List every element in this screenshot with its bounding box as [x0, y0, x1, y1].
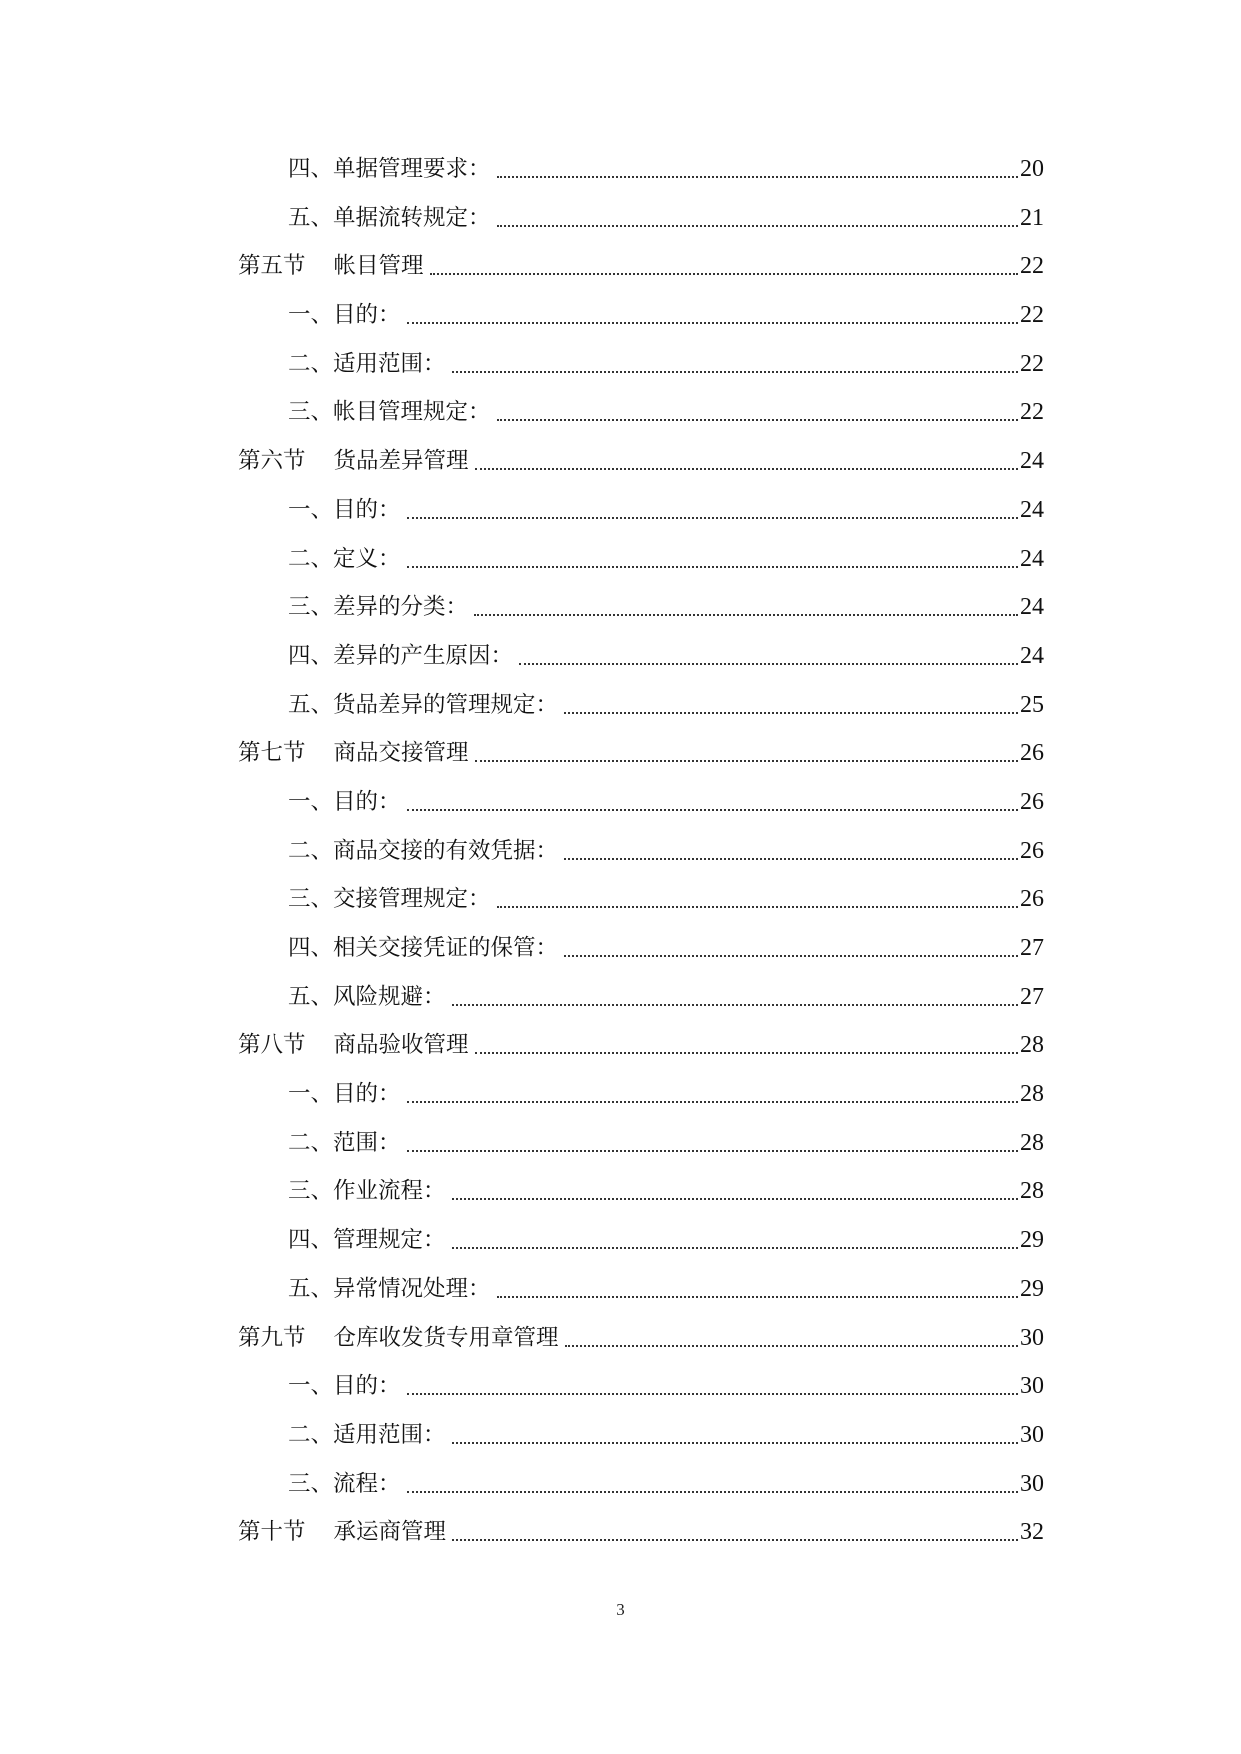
toc-entry-number: 第五节 [238, 253, 306, 280]
toc-dot-leader [475, 760, 1018, 762]
toc-dot-leader [452, 1539, 1018, 1541]
toc-entry-page-number: 24 [1020, 594, 1044, 621]
toc-dot-leader [452, 1442, 1018, 1444]
toc-dot-leader [497, 906, 1018, 908]
toc-entry-page-number: 25 [1020, 691, 1044, 718]
toc-entry-title: 流程： [333, 1470, 401, 1497]
toc-entry-number: 一、 [288, 1081, 334, 1108]
toc-subsection-entry[interactable] [0, 1126, 1241, 1175]
toc-entry-page-number: 24 [1020, 545, 1044, 572]
toc-entry-title: 差异的分类： [333, 594, 469, 621]
toc-entry-title: 目的： [333, 1373, 401, 1400]
toc-dot-leader [407, 517, 1018, 519]
toc-entry-page-number: 28 [1020, 1032, 1044, 1059]
toc-subsection-entry[interactable] [0, 980, 1241, 1029]
toc-entry-title: 商品验收管理 [333, 1032, 469, 1059]
toc-entry-title: 单据流转规定： [333, 204, 491, 231]
toc-entry-number: 三、 [288, 594, 334, 621]
page-number: 3 [616, 1600, 625, 1619]
toc-entry-title: 差异的产生原因： [333, 642, 514, 669]
toc-subsection-entry[interactable] [0, 834, 1241, 883]
toc-dot-leader [564, 712, 1018, 714]
toc-subsection-entry[interactable] [0, 882, 1241, 931]
toc-entry-number: 四、 [288, 156, 334, 182]
toc-entry-title: 承运商管理 [333, 1519, 447, 1546]
toc-dot-leader [407, 566, 1018, 568]
toc-entry-page-number: 22 [1020, 253, 1044, 280]
toc-entry-page-number: 29 [1020, 1227, 1044, 1254]
toc-entry-page-number: 26 [1020, 886, 1044, 913]
toc-entry-number: 四、 [288, 935, 334, 961]
toc-section-entry[interactable] [0, 736, 1241, 785]
toc-entry-page-number: 28 [1020, 1081, 1044, 1108]
toc-entry-page-number: 32 [1020, 1519, 1044, 1546]
toc-entry-page-number: 30 [1020, 1324, 1044, 1351]
toc-entry-number: 三、 [288, 399, 334, 426]
toc-entry-title: 适用范围： [333, 1421, 446, 1448]
toc-dot-leader [564, 955, 1018, 957]
toc-dot-leader [452, 1198, 1018, 1200]
toc-subsection-entry[interactable] [0, 298, 1241, 347]
toc-dot-leader [407, 1491, 1018, 1493]
toc-entry-page-number: 26 [1020, 740, 1044, 767]
toc-dot-leader [407, 322, 1018, 324]
toc-subsection-entry[interactable] [0, 931, 1241, 980]
toc-entry-number: 五、 [288, 1275, 334, 1302]
toc-entry-title: 帐目管理规定： [333, 399, 491, 426]
toc-subsection-entry[interactable] [0, 1174, 1241, 1223]
toc-entry-title: 货品差异管理 [333, 448, 469, 475]
toc-entry-number: 二、 [288, 545, 334, 572]
toc-dot-leader [407, 1101, 1018, 1103]
toc-entry-title: 定义： [333, 545, 401, 572]
toc-subsection-entry[interactable] [0, 639, 1241, 688]
toc-section-entry[interactable] [0, 249, 1241, 298]
toc-subsection-entry[interactable] [0, 1272, 1241, 1321]
toc-entry-page-number: 30 [1020, 1470, 1044, 1497]
toc-entry-page-number: 30 [1020, 1373, 1044, 1400]
toc-subsection-entry[interactable] [0, 1467, 1241, 1516]
toc-entry-page-number: 24 [1020, 448, 1044, 475]
toc-subsection-entry[interactable] [0, 152, 1241, 201]
toc-entry-number: 三、 [288, 1178, 334, 1205]
toc-entry-title: 单据管理要求： [333, 156, 491, 182]
toc-entry-number: 一、 [288, 496, 334, 523]
toc-subsection-entry[interactable] [0, 201, 1241, 250]
toc-entry-number: 二、 [288, 1129, 334, 1156]
toc-entry-page-number: 22 [1020, 399, 1044, 426]
toc-entry-page-number: 22 [1020, 350, 1044, 377]
toc-entry-number: 四、 [288, 1227, 334, 1254]
toc-entry-number: 第十节 [238, 1519, 306, 1546]
toc-subsection-entry[interactable] [0, 1223, 1241, 1272]
toc-dot-leader [407, 809, 1018, 811]
toc-entry-number: 一、 [288, 302, 334, 329]
toc-entry-title: 管理规定： [333, 1227, 446, 1254]
toc-entry-page-number: 24 [1020, 642, 1044, 669]
toc-entry-number: 一、 [288, 788, 334, 815]
toc-section-entry[interactable] [0, 1028, 1241, 1077]
toc-entry-page-number: 28 [1020, 1129, 1044, 1156]
toc-entry-title: 目的： [333, 496, 401, 523]
toc-entry-page-number: 29 [1020, 1275, 1044, 1302]
toc-dot-leader [452, 1247, 1018, 1249]
toc-entry-title: 异常情况处理： [333, 1275, 491, 1302]
toc-section-entry[interactable] [0, 1321, 1241, 1370]
table-of-contents [0, 152, 1241, 1564]
toc-entry-title: 目的： [333, 788, 401, 815]
toc-entry-title: 交接管理规定： [333, 886, 491, 913]
toc-entry-title: 适用范围： [333, 350, 446, 377]
toc-entry-page-number: 24 [1020, 496, 1044, 523]
toc-entry-title: 商品交接管理 [333, 740, 469, 767]
toc-dot-leader [497, 225, 1018, 227]
toc-entry-page-number: 26 [1020, 837, 1044, 864]
toc-dot-leader [430, 273, 1018, 275]
toc-entry-page-number: 26 [1020, 788, 1044, 815]
toc-dot-leader [565, 1345, 1018, 1347]
toc-subsection-entry[interactable] [0, 347, 1241, 396]
toc-entry-title: 货品差异的管理规定： [333, 691, 559, 718]
toc-dot-leader [564, 858, 1018, 860]
toc-subsection-entry[interactable] [0, 395, 1241, 444]
toc-dot-leader [497, 419, 1018, 421]
toc-entry-number: 三、 [288, 886, 334, 913]
toc-subsection-entry[interactable] [0, 493, 1241, 542]
toc-entry-title: 范围： [333, 1129, 401, 1156]
toc-entry-title: 目的： [333, 1081, 401, 1108]
toc-entry-page-number: 20 [1020, 156, 1044, 182]
toc-entry-title: 作业流程： [333, 1178, 446, 1205]
toc-dot-leader [497, 176, 1018, 178]
toc-entry-page-number: 27 [1020, 935, 1044, 961]
toc-entry-number: 一、 [288, 1373, 334, 1400]
toc-entry-number: 第六节 [238, 448, 306, 475]
toc-entry-page-number: 27 [1020, 983, 1044, 1010]
toc-entry-title: 商品交接的有效凭据： [333, 837, 559, 864]
toc-entry-number: 二、 [288, 837, 334, 864]
toc-entry-number: 三、 [288, 1470, 334, 1497]
toc-entry-number: 五、 [288, 983, 334, 1010]
toc-entry-title: 风险规避： [333, 983, 446, 1010]
toc-entry-title: 目的： [333, 302, 401, 329]
toc-entry-title: 仓库收发货专用章管理 [333, 1324, 559, 1351]
toc-subsection-entry[interactable] [0, 1418, 1241, 1467]
toc-entry-title: 帐目管理 [333, 253, 424, 280]
toc-entry-page-number: 21 [1020, 204, 1044, 231]
toc-entry-page-number: 28 [1020, 1178, 1044, 1205]
toc-dot-leader [452, 1004, 1018, 1006]
toc-subsection-entry[interactable] [0, 1369, 1241, 1418]
toc-entry-number: 四、 [288, 642, 334, 669]
toc-dot-leader [407, 1393, 1018, 1395]
toc-subsection-entry[interactable] [0, 688, 1241, 737]
toc-entry-number: 五、 [288, 204, 334, 231]
toc-entry-title: 相关交接凭证的保管： [333, 935, 559, 961]
toc-entry-number: 第九节 [238, 1324, 306, 1351]
toc-dot-leader [474, 614, 1018, 616]
toc-entry-number: 第八节 [238, 1032, 306, 1059]
toc-dot-leader [452, 371, 1018, 373]
toc-subsection-entry[interactable] [0, 1077, 1241, 1126]
toc-entry-page-number: 22 [1020, 302, 1044, 329]
toc-section-entry[interactable] [0, 1515, 1241, 1564]
toc-subsection-entry[interactable] [0, 785, 1241, 834]
toc-dot-leader [519, 663, 1018, 665]
toc-entry-number: 第七节 [238, 740, 306, 767]
toc-entry-number: 二、 [288, 350, 334, 377]
toc-entry-page-number: 30 [1020, 1421, 1044, 1448]
toc-subsection-entry[interactable] [0, 590, 1241, 639]
toc-entry-number: 五、 [288, 691, 334, 718]
toc-dot-leader [475, 1052, 1018, 1054]
toc-dot-leader [407, 1150, 1018, 1152]
toc-entry-number: 二、 [288, 1421, 334, 1448]
toc-subsection-entry[interactable] [0, 542, 1241, 591]
toc-section-entry[interactable] [0, 444, 1241, 493]
toc-dot-leader [475, 468, 1018, 470]
toc-dot-leader [497, 1296, 1018, 1298]
